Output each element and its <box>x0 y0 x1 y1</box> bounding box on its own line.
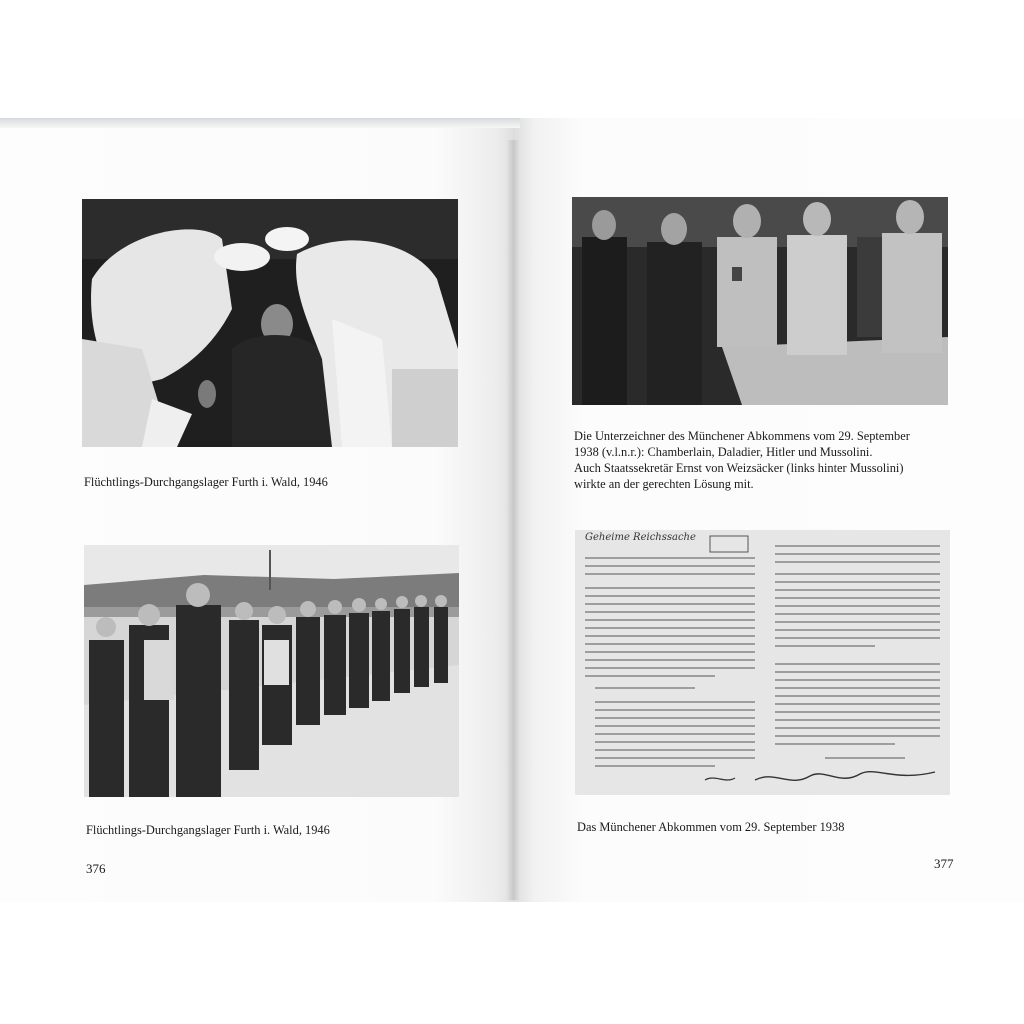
right-caption-bottom: Das Münchener Abkommen vom 29. September 1938 <box>577 820 845 834</box>
page-top-shadow <box>0 118 520 128</box>
right-caption-top-line1: Die Unterzeichner des Münchener Abkommens vom 29. September <box>574 429 910 443</box>
photo-munich-signatories <box>572 197 948 405</box>
right-caption-top-line3: Auch Staatssekretär Ernst von Weizsäcker (links hinter Mussolini) <box>574 461 904 475</box>
photo-nurses-refugee <box>82 199 458 447</box>
right-page-number: 377 <box>934 856 954 871</box>
right-caption-top-line2: 1938 (v.l.n.r.): Chamberlain, Daladier, Hitler und Mussolini. <box>574 445 873 459</box>
left-page-number: 376 <box>86 861 106 876</box>
right-caption-top <box>574 428 950 492</box>
munich-agreement-document <box>575 530 950 795</box>
book-gutter <box>506 140 520 900</box>
photo-refugee-queue <box>84 545 459 797</box>
left-caption-top: Flüchtlings-Durchgangslager Furth i. Wald, 1946 <box>84 475 328 489</box>
right-caption-top-line4: wirkte an der gerechten Lösung mit. <box>574 477 754 491</box>
left-caption-bottom: Flüchtlings-Durchgangslager Furth i. Wald, 1946 <box>86 823 330 837</box>
document-heading: Geheime Reichssache <box>585 532 696 543</box>
